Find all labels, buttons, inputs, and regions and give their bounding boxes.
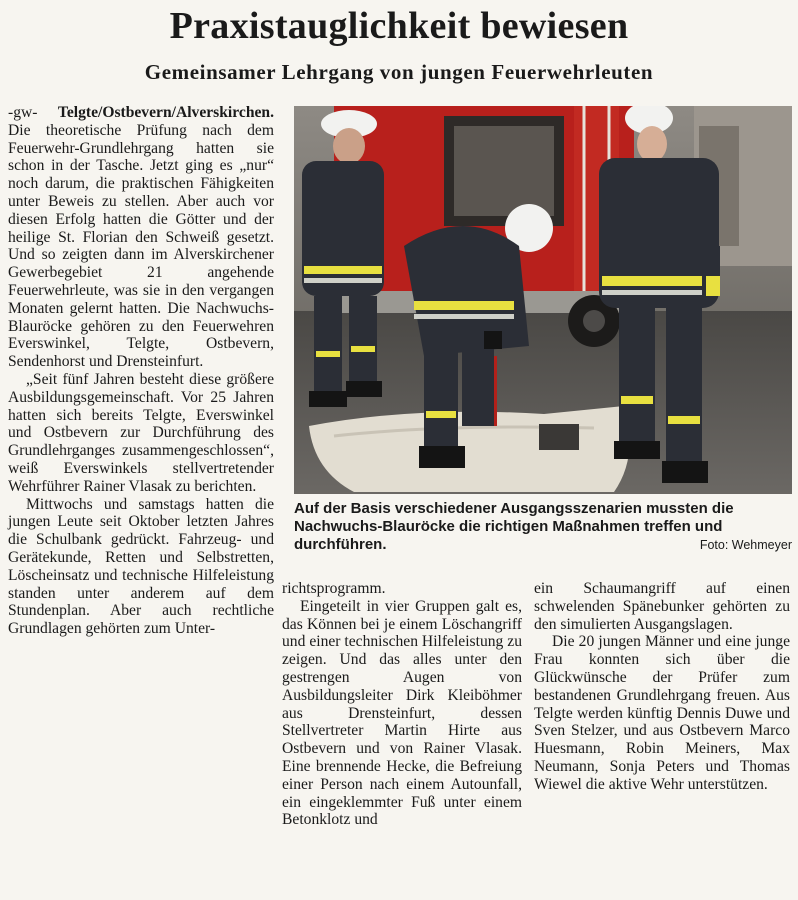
photo-caption: Auf der Basis verschiedener Ausgangsszenarien mussten die Nachwuchs-Blauröcke die richtigen Maßnahmen treffen und durchführen. (294, 500, 734, 553)
paragraph-2: „Seit fünf Jahren besteht diese größere Ausbildungsgemeinschaft. Vor 25 Jahren hatten sich bereits Telgte, Everswinkel und Ostbevern zur Durchführung des Grundlehrganges zusammengeschlossen“, weiß Everswinkels stellvertretender Wehrführer Rainer Vlasak zu berichten. (8, 370, 274, 495)
photo-credit: Foto: Wehmeyer (699, 538, 792, 552)
headline: Praxistauglichkeit bewiesen (169, 5, 629, 47)
firefighters-photo-illustration (294, 106, 792, 494)
dateline: Telgte/Ostbevern/Alverskirchen. (57, 104, 274, 121)
paragraph-3: Mittwochs und samstags hatten die jungen Leute seit Oktober letzten Jahres die Schulbank gedrückt. Fahrzeug- und Gerätekunde, Retten und Selbstretten, Löscheinsatz und technische Hilfeleistung standen unter anderem auf dem Stundenplan. Aber auch rechtliche Grundlagen gehörten zum Unter- (8, 495, 274, 638)
article-column-1 (8, 104, 274, 638)
lead-text: Die theoretische Prüfung nach dem Feuerwehr-Grundlehrgang hatten sie schon in der Tasche. Jetzt ging es „nur“ noch darum, die praktischen Fähigkeiten unter Beweis zu stellen. Aber auch vor diesen Erfolg hatten die Götter und der heilige St. Florian den Schweiß gesetzt. Und so zeigten dann im Alverskirchener Gewerbegebiet 21 angehende Feuerwehrleute, was sie in den vergangen Monaten gelernt hatten. Die Nachwuchs-Blauröcke gehören zu den Feuerwehren Everswinkel, Telgte, Ostbevern, Sendenhorst und Drensteinfurt. (8, 121, 274, 371)
paragraph-5: Die 20 jungen Männer und eine junge Frau konnten sich über die Glückwünsche der Prüfer zum bestandenen Grundlehrgang freuen. Aus Telgte werden künftig Dennis Duwe und Sven Stelzer, und aus Ostbevern Marco Huesmann, Robin Meiners, Max Neumann, Sonja Peters und Thomas Wiewel die aktive Wehr unterstützen. (534, 633, 790, 793)
news-photo (294, 106, 792, 494)
paragraph-4: Eingeteilt in vier Gruppen galt es, das Können bei je einem Löschangriff und einer technischen Hilfeleistung zu zeigen. Und das alles unter den gestrengen Augen von Ausbildungsleiter Dirk Kleiböhmer aus Drensteinfurt, dessen Stellvertreter Martin Hirte aus Ostbevern und von Rainer Vlasak. Eine brennende Hecke, die Befreiung einer Person nach einem Autounfall, ein eingeklemmter Fuß unter einem Betonklotz und (282, 597, 522, 829)
article-column-2 (282, 580, 522, 829)
lead-paragraph (8, 104, 274, 371)
paragraph-4-continued: ein Schaumangriff auf einen schwelenden Spänebunker gehörten zu den simulierten Ausgangslagen. (534, 580, 790, 633)
subheadline: Gemeinsamer Lehrgang von jungen Feuerwehrleuten (144, 60, 654, 84)
paragraph-3-continued: richtsprogramm. (282, 580, 386, 597)
article-column-3 (534, 580, 790, 794)
byline: -gw- (8, 104, 38, 121)
photo-caption-block (294, 500, 792, 554)
